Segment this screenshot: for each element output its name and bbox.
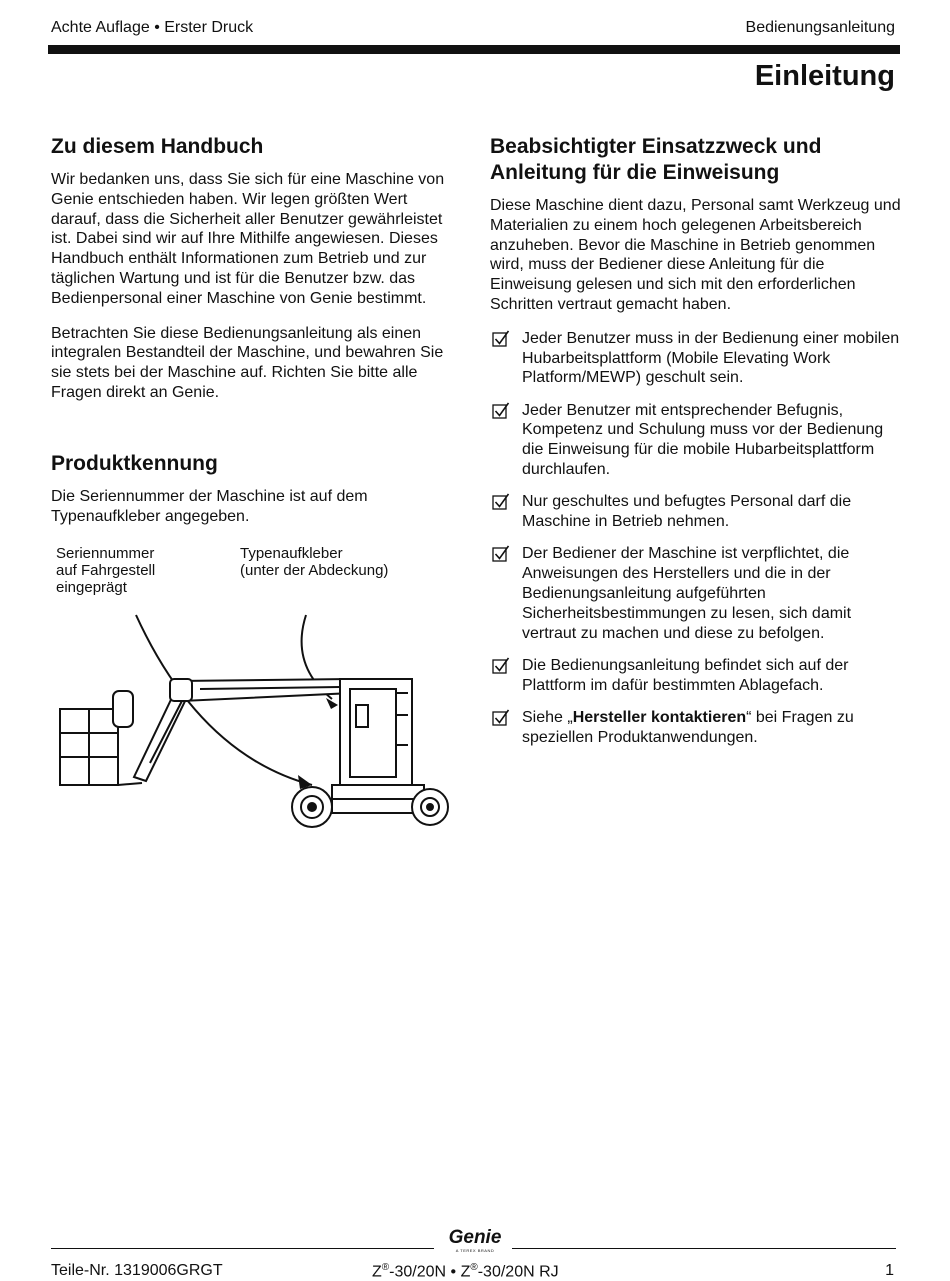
chapter-title: Einleitung (754, 60, 895, 92)
callout-type-label: Typenaufkleber (unter der Abdeckung) (240, 545, 389, 579)
about-manual-paragraph-2: Betrachten Sie diese Bedienungsanleitung als einen integralen Bestandteil der Maschine, und bewahren Sie sie stets bei der Maschine auf. Richten Sie bitte alle Fragen direkt an Genie. (51, 324, 444, 401)
section-title-product-id: Produktkennung (51, 452, 218, 475)
intended-use-paragraph: Diese Maschine dient dazu, Personal samt Werkzeug und Materialien zu einem hoch gelegenen Arbeitsbereich anzuheben. Bevor die Maschine in Betrieb genommen wird, muss der Bediener diese Anleitung für die Einweisung gelesen und sich mit den erforderlichen Schritten vertraut gemacht haben. (490, 197, 901, 313)
header-document-type: Bedienungsanleitung (745, 19, 895, 36)
footer-rule-left (51, 1248, 434, 1249)
checklist-item-contact: Siehe „Hersteller kontaktieren“ bei Fragen zu speziellen Produktanwendungen. (490, 708, 902, 748)
footer-model: Z®-30/20N • Z®-30/20N RJ (372, 1262, 559, 1281)
header-rule (48, 45, 900, 54)
section-title-intended-use-line-2: Anleitung für die Einweisung (490, 161, 780, 184)
checklist-item: Jeder Benutzer muss in der Bedienung einer mobilen Hubarbeitsplattform (Mobile Elevating Work Platform/MEWP) geschult sein. (490, 329, 902, 388)
checklist-item: Jeder Benutzer mit entsprechender Befugnis, Kompetenz und Schulung muss vor der Bedienung die Einweisung für die mobile Hubarbeitsplattform durchlaufen. (490, 401, 902, 480)
checkbox-icon (492, 657, 510, 675)
callout-serial-number: Seriennummer auf Fahrgestell eingeprägt (56, 545, 156, 596)
contact-manufacturer-reference[interactable]: Hersteller kontaktieren (572, 709, 747, 727)
genie-logo: Genie A TEREX BRAND (448, 1227, 502, 1253)
checklist-item: Nur geschultes und befugtes Personal darf die Maschine in Betrieb nehmen. (490, 492, 902, 532)
checkbox-icon (492, 330, 510, 348)
section-product-id (51, 451, 461, 527)
boom-lift-illustration (50, 605, 460, 840)
checkbox-icon (492, 402, 510, 420)
footer-rule-right (512, 1248, 896, 1249)
requirements-checklist (490, 329, 902, 748)
checkbox-icon (492, 493, 510, 511)
checklist-item: Der Bediener der Maschine ist verpflichtet, die Anweisungen des Herstellers und die in der Bedienungsanleitung aufgeführten Sicherheitsbestimmungen zu lesen, sich damit vertraut zu machen und diese zu befolgen. (490, 544, 902, 643)
checkbox-icon (492, 545, 510, 563)
section-title-intended-use-line-1: Beabsichtigter Einsatzzweck und (490, 135, 822, 158)
section-intended-use (490, 134, 902, 760)
section-about-manual (51, 134, 461, 403)
footer-page-number: 1 (885, 1262, 894, 1279)
section-title-about-manual: Zu diesem Handbuch (51, 135, 264, 158)
about-manual-paragraph-1: Wir bedanken uns, dass Sie sich für eine Maschine von Genie entschieden haben. Wir legen größten Wert darauf, dass die Sicherheit aller Benutzer gewährleistet ist. Dabei sind wir auf Ihre Mithilfe angewiesen. Dieses Handbuch enthält Informationen zum Betrieb und zur täglichen Wartung und ist für die Benutzer bzw. das Bedienpersonal einer Maschine von Genie bestimmt. (51, 171, 445, 307)
checklist-item: Die Bedienungsanleitung befindet sich auf der Plattform im dafür bestimmten Ablagefach. (490, 656, 902, 696)
header-edition: Achte Auflage • Erster Druck (51, 19, 254, 36)
product-id-paragraph: Die Seriennummer der Maschine ist auf dem Typenaufkleber angegeben. (51, 488, 368, 525)
checkbox-icon (492, 709, 510, 727)
footer-part-number: Teile-Nr. 1319006GRGT (51, 1262, 223, 1279)
